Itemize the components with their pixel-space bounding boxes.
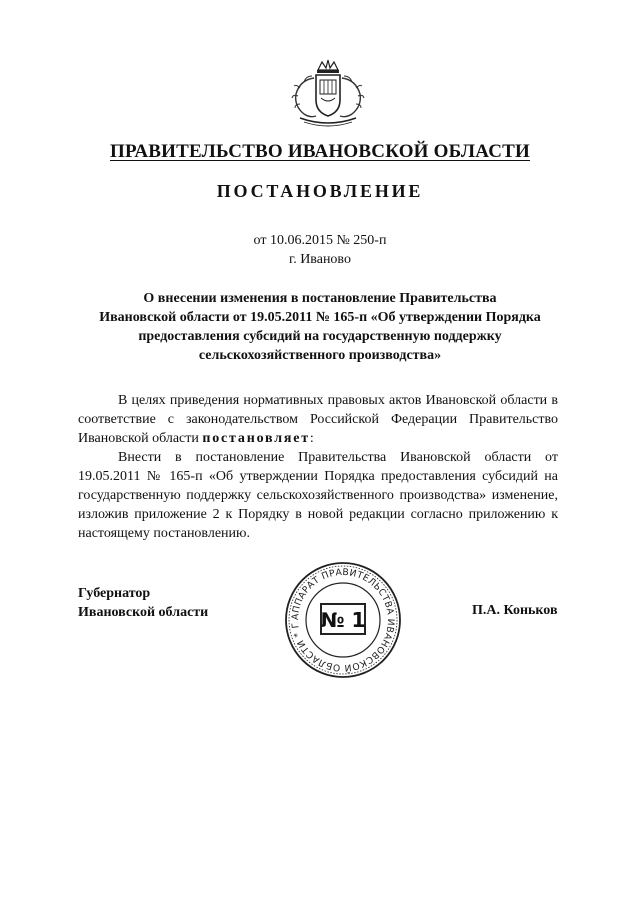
stamp-number: № 1 bbox=[320, 608, 366, 632]
coat-of-arms-emblem-icon bbox=[286, 58, 370, 128]
stamp-ring-text: АППАРАТ ПРАВИТЕЛЬСТВА ИВАНОВСКОЙ ОБЛАСТИ * Г bbox=[289, 566, 397, 674]
subject-line-1: О внесении изменения в постановление Правительства bbox=[143, 291, 497, 306]
signer-title bbox=[78, 584, 208, 622]
body-paragraph-1 bbox=[78, 391, 558, 448]
paragraph-1-text: В целях приведения нормативных правовых актов Ивановской области в соответствие с законодательством Российской Федерации Правительство Ивановской области bbox=[78, 393, 558, 446]
document-subject bbox=[60, 289, 580, 365]
subject-line-2: Ивановской области от 19.05.2011 № 165-п «Об утверждении Порядка bbox=[99, 310, 541, 325]
signer-title-line-2: Ивановской области bbox=[78, 605, 209, 620]
body-paragraph-2: Внести в постановление Правительства Ивановской области от 19.05.2011 № 165-п «Об утверждении Порядка предоставления субсидий на государственную поддержку сельскохозяйственного производства» изменение, изложив приложение 2 к Порядку в новой редакции согласно приложению к настоящему постановлению. bbox=[78, 450, 558, 541]
organization-title: ПРАВИТЕЛЬСТВО ИВАНОВСКОЙ ОБЛАСТИ bbox=[110, 141, 530, 162]
signer-title-line-1: Губернатор bbox=[78, 586, 151, 601]
official-stamp bbox=[283, 560, 403, 680]
subject-line-4: сельскохозяйственного производства» bbox=[198, 348, 442, 363]
document-type-heading: ПОСТАНОВЛЕНИЕ bbox=[216, 181, 424, 201]
subject-line-3: предоставления субсидий на государственную поддержку bbox=[138, 329, 502, 344]
signer-name: П.А. Коньков bbox=[472, 603, 558, 618]
document-city: г. Иваново bbox=[289, 252, 351, 267]
paragraph-1-emphasis: постановляет bbox=[202, 431, 310, 446]
paragraph-1-end: : bbox=[309, 431, 314, 446]
document-date-number: от 10.06.2015 № 250-п bbox=[253, 233, 387, 248]
